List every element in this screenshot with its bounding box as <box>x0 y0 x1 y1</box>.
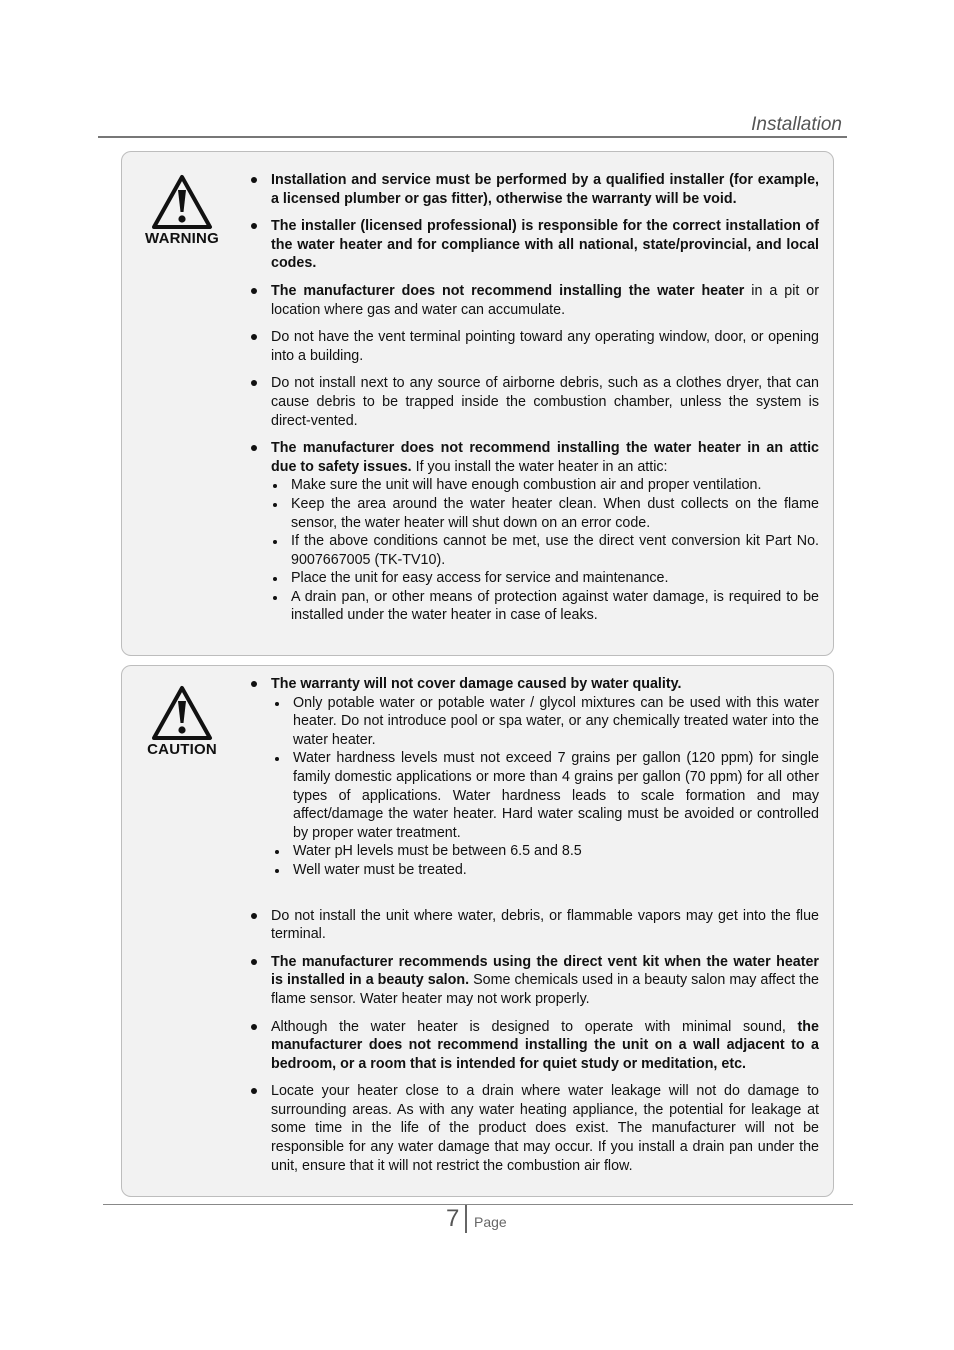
caution-box <box>121 665 834 1197</box>
sublist-item: Only potable water or potable water / glycol mixtures can be used with this water heater. Do not introduce pool or spa water, or any chemically treated water into the water heater. <box>273 694 819 750</box>
list-item: The warranty will not cover damage caused by water quality. Only potable water or potable water / glycol mixtures can be used with this water heater. Do not introduce pool or spa water, or any chemically treated water into the water heater. Water hardness levels must not exceed 7 grains per gallon (120 ppm) for single family domestic applications or more than 4 grains per gallon (70 ppm) for all other types of applications. Water hardness leads to scale formation and may affect/damage the water heater. Hard water scaling must be avoided or controlled by proper water treatment. Water pH levels must be between 6.5 and 8.5 Well water must be treated. <box>249 675 819 880</box>
list-item: The manufacturer recommends using the direct vent kit when the water heater is installed in a beauty salon. Some chemicals used in a beauty salon may affect the flame sensor. Water heater may not work properly. <box>249 953 819 1009</box>
caution-list <box>249 675 819 1175</box>
warning-label: WARNING <box>145 230 219 247</box>
sublist-item: Place the unit for easy access for service and maintenance. <box>271 569 819 588</box>
sublist-item: Well water must be treated. <box>273 861 819 880</box>
list-item: Although the water heater is designed to operate with minimal sound, the manufacturer does not recommend installing the unit on a wall adjacent to a bedroom, or a room that is intended for quiet study or meditation, etc. <box>249 1018 819 1074</box>
list-item: The manufacturer does not recommend installing the water heater in an attic due to safety issues. If you install the water heater in an attic: Make sure the unit will have enough combustion air and proper ventilation. Keep the area around the water heater clean. When dust collects on the flame sensor, the water heater will shut down on an error code. If the above conditions cannot be met, use the direct vent conversion kit Part No. 9007667005 (TK-TV10). Place the unit for easy access for service and maintenance. A drain pan, or other means of protection against water damage, is required to be installed under the water heater in case of leaks. <box>249 439 819 625</box>
sublist-item: Water hardness levels must not exceed 7 grains per gallon (120 ppm) for single family domestic applications or more than 4 grains per gallon (70 ppm) for all other types of applications. Water hardness leads to scale formation and may affect/damage the water heater. Hard water scaling must be avoided or controlled by proper water treatment. <box>273 749 819 842</box>
page-word: Page <box>474 1214 507 1230</box>
list-item: Do not have the vent terminal pointing toward any operating window, door, or opening into a building. <box>249 328 819 365</box>
sublist-item: Make sure the unit will have enough combustion air and proper ventilation. <box>271 476 819 495</box>
sublist-item: A drain pan, or other means of protection against water damage, is required to be installed under the water heater in case of leaks. <box>271 588 819 625</box>
warning-content <box>249 171 819 634</box>
list-item: The installer (licensed professional) is responsible for the correct installation of the water heater and for compliance with all national, state/provincial, and local codes. <box>249 217 819 273</box>
sublist-item: Water pH levels must be between 6.5 and 8.5 <box>273 842 819 861</box>
list-item: Installation and service must be performed by a qualified installer (for example, a licensed plumber or gas fitter), otherwise the warranty will be void. <box>249 171 819 208</box>
sublist-item: Keep the area around the water heater clean. When dust collects on the flame sensor, the water heater will shut down on an error code. <box>271 495 819 532</box>
caution-triangle-icon <box>151 685 213 741</box>
list-item: The manufacturer does not recommend installing the water heater in a pit or location where gas and water can accumulate. <box>249 282 819 319</box>
warning-list <box>249 171 819 625</box>
list-item: Do not install the unit where water, debris, or flammable vapors may get into the flue terminal. <box>249 907 819 944</box>
caution-content <box>249 675 819 1184</box>
sublist-item: If the above conditions cannot be met, use the direct vent conversion kit Part No. 9007667005 (TK-TV10). <box>271 532 819 569</box>
header-rule <box>98 136 847 138</box>
caution-sign <box>136 685 228 758</box>
caution-label: CAUTION <box>147 741 217 758</box>
warning-triangle-icon <box>151 174 213 230</box>
water-quality-sublist <box>271 694 819 880</box>
footer-rule <box>103 1204 853 1205</box>
attic-sublist <box>271 476 819 625</box>
header-title: Installation <box>751 114 842 135</box>
warning-sign <box>136 174 228 247</box>
warning-box <box>121 151 834 656</box>
list-item: Locate your heater close to a drain where water leakage will not do damage to surrounding areas. As with any water heating appliance, the potential for leakage at some time in the life of the product does exist. The manufacturer will not be responsible for any water damage that may occur. If you install a drain pan under the unit, ensure that it will not restrict the combustion air flow. <box>249 1082 819 1175</box>
page-number: 7 <box>446 1205 467 1233</box>
list-item: Do not install next to any source of airborne debris, such as a clothes dryer, that can cause debris to be trapped inside the combustion chamber, unless the system is direct-vented. <box>249 374 819 430</box>
